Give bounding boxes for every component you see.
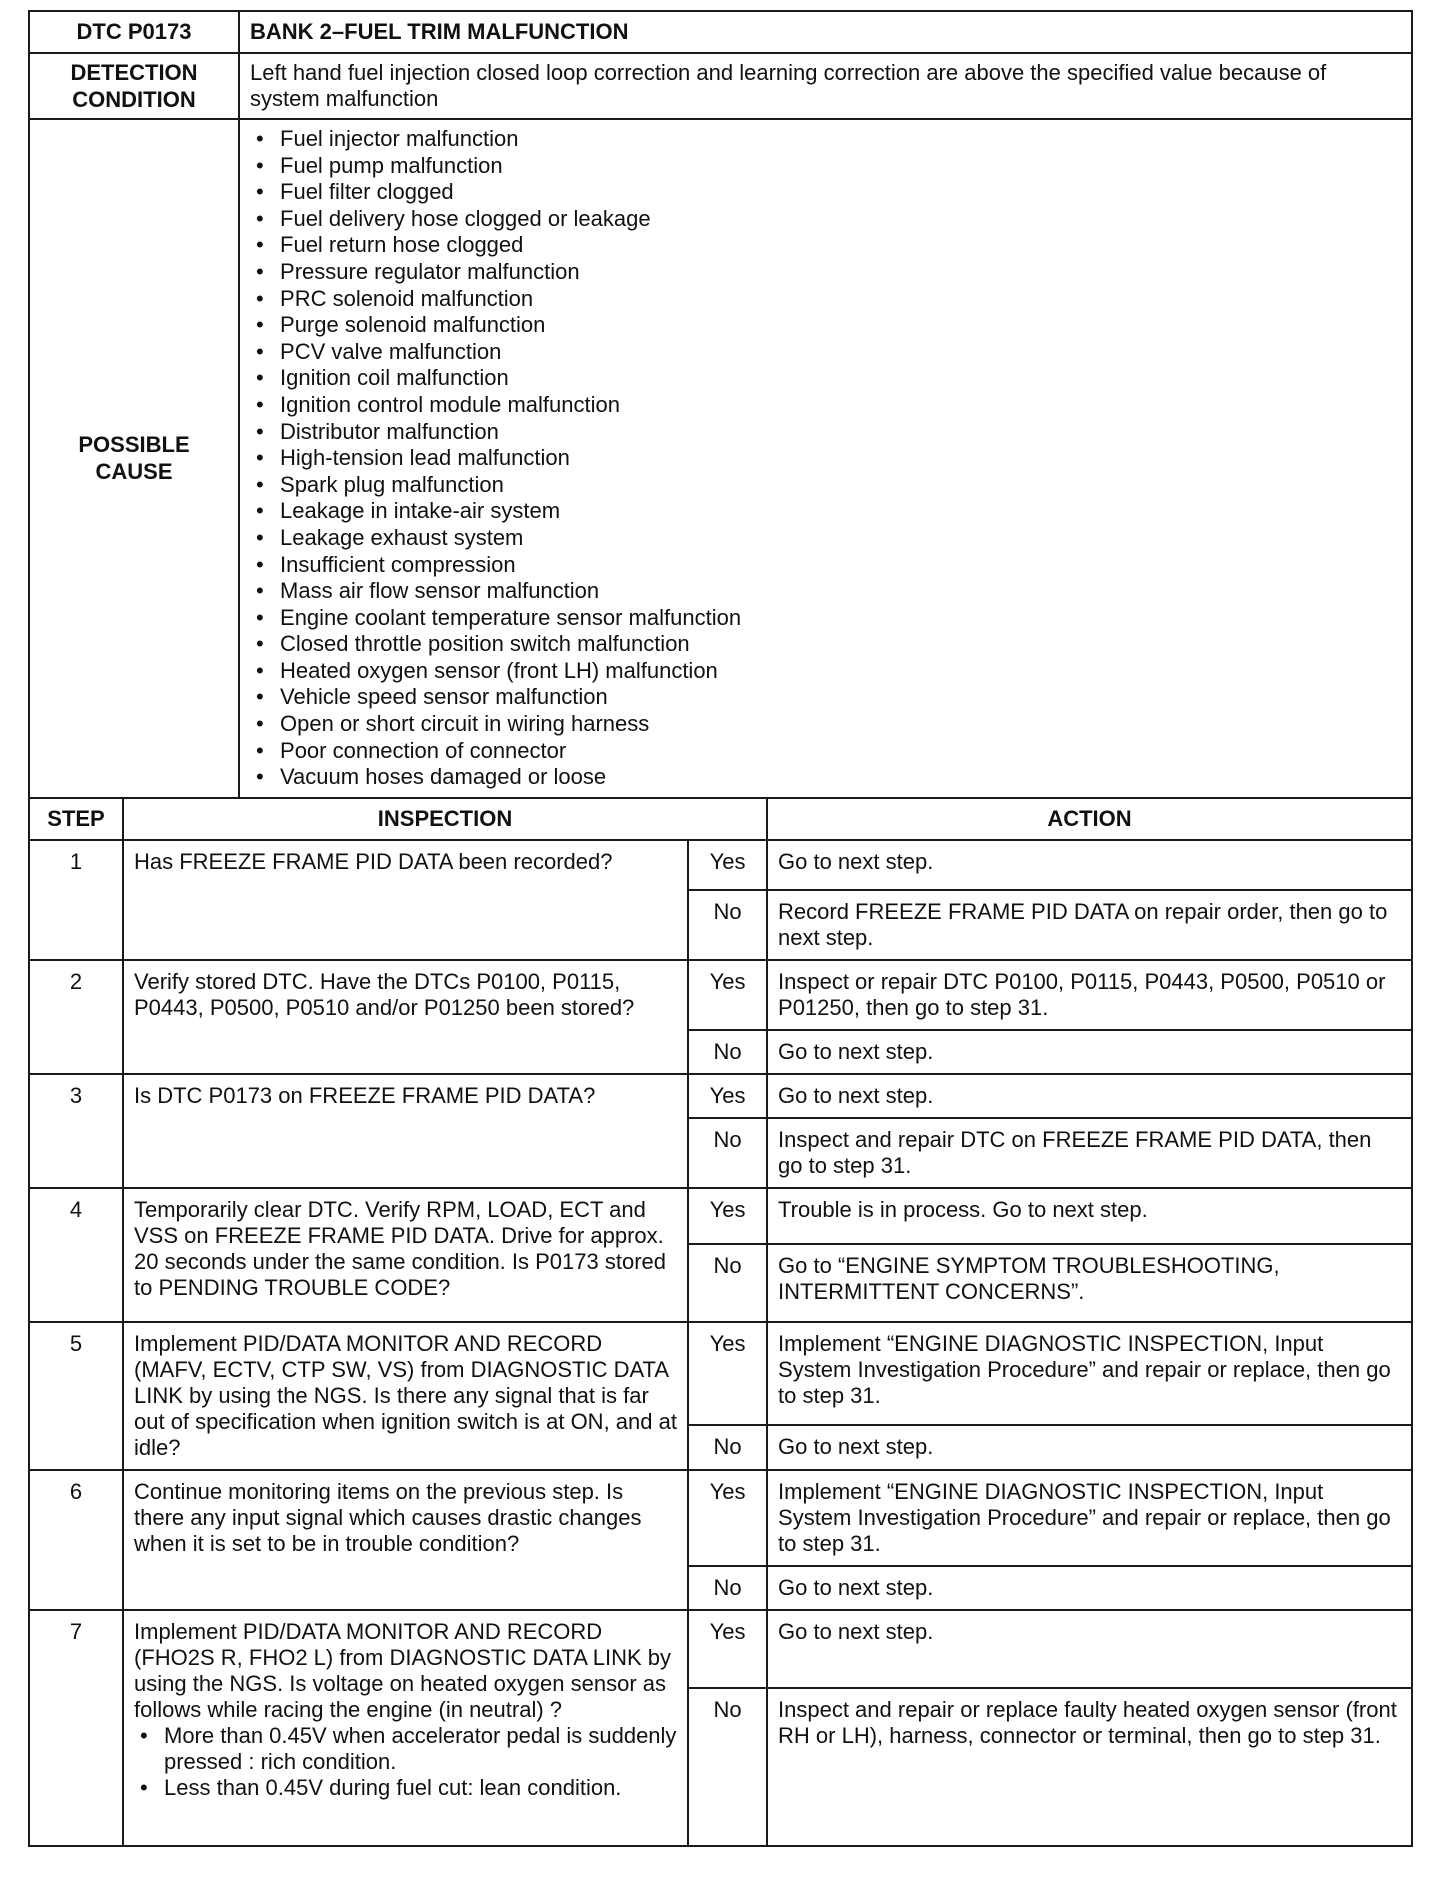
cause-item: • Vehicle speed sensor malfunction <box>250 684 1401 711</box>
table-row <box>29 960 1412 1030</box>
no-action: Go to next step. <box>767 1566 1412 1610</box>
no-action: Record FREEZE FRAME PID DATA on repair order, then go to next step. <box>767 890 1412 960</box>
inspection-bullet-list <box>134 1723 677 1801</box>
diagnostic-sheet <box>28 10 1411 1847</box>
no-label: No <box>688 1118 767 1188</box>
step-number: 3 <box>29 1074 123 1188</box>
possible-cause-label <box>29 119 239 798</box>
dtc-table <box>28 10 1413 1847</box>
inspection-bullet: • More than 0.45V when accelerator pedal is suddenly pressed : rich condition. <box>134 1723 677 1775</box>
table-row <box>29 840 1412 890</box>
no-label: No <box>688 1688 767 1846</box>
possible-cause-row <box>29 119 1412 798</box>
table-row <box>29 1322 1412 1425</box>
no-label: No <box>688 1425 767 1470</box>
step-inspection: Temporarily clear DTC. Verify RPM, LOAD, ECT and VSS on FREEZE FRAME PID DATA. Drive for approx. 20 seconds under the same condition. Is P0173 stored to PENDING TROUBLE CODE? <box>123 1188 688 1322</box>
yes-label: Yes <box>688 1610 767 1688</box>
table-row <box>29 1188 1412 1244</box>
step-number: 4 <box>29 1188 123 1322</box>
column-header-row <box>29 798 1412 840</box>
cause-item: • Fuel delivery hose clogged or leakage <box>250 206 1401 233</box>
cause-item: • Ignition coil malfunction <box>250 365 1401 392</box>
no-action: Go to next step. <box>767 1030 1412 1074</box>
yes-label: Yes <box>688 1322 767 1425</box>
possible-cause-label-line1: POSSIBLE <box>78 432 190 458</box>
no-label: No <box>688 890 767 960</box>
yes-action: Go to next step. <box>767 1074 1412 1118</box>
no-label: No <box>688 1566 767 1610</box>
step-number: 2 <box>29 960 123 1074</box>
step-number: 6 <box>29 1470 123 1610</box>
no-label: No <box>688 1244 767 1322</box>
cause-item: • PCV valve malfunction <box>250 339 1401 366</box>
cause-item: • High-tension lead malfunction <box>250 445 1401 472</box>
step-number: 7 <box>29 1610 123 1846</box>
cause-item: • Ignition control module malfunction <box>250 392 1401 419</box>
step-number: 1 <box>29 840 123 960</box>
no-label: No <box>688 1030 767 1074</box>
table-row <box>29 1074 1412 1118</box>
possible-cause-list <box>240 120 1411 797</box>
cause-item: • Closed throttle position switch malfunction <box>250 631 1401 658</box>
cause-item: • Spark plug malfunction <box>250 472 1401 499</box>
no-action: Go to “ENGINE SYMPTOM TROUBLESHOOTING, INTERMITTENT CONCERNS”. <box>767 1244 1412 1322</box>
yes-label: Yes <box>688 1074 767 1118</box>
cause-item: • PRC solenoid malfunction <box>250 286 1401 313</box>
no-action: Go to next step. <box>767 1425 1412 1470</box>
step-inspection-cell <box>123 1610 688 1846</box>
step-inspection: Implement PID/DATA MONITOR AND RECORD (MAFV, ECTV, CTP SW, VS) from DIAGNOSTIC DATA LINK by using the NGS. Is there any signal that is far out of specification when ignition switch is at ON, and at idle? <box>123 1322 688 1470</box>
cause-item: • Poor connection of connector <box>250 738 1401 765</box>
cause-item: • Fuel filter clogged <box>250 179 1401 206</box>
cause-item: • Engine coolant temperature sensor malfunction <box>250 605 1401 632</box>
cause-item: • Leakage exhaust system <box>250 525 1401 552</box>
cause-item: • Pressure regulator malfunction <box>250 259 1401 286</box>
cause-item: • Purge solenoid malfunction <box>250 312 1401 339</box>
yes-label: Yes <box>688 960 767 1030</box>
inspection-bullet: • Less than 0.45V during fuel cut: lean condition. <box>134 1775 677 1801</box>
header-row <box>29 11 1412 53</box>
table-row <box>29 1610 1412 1688</box>
step-inspection: Continue monitoring items on the previous step. Is there any input signal which causes drastic changes when it is set to be in trouble condition? <box>123 1470 688 1610</box>
detection-label <box>29 53 239 119</box>
yes-action: Go to next step. <box>767 840 1412 890</box>
table-row <box>29 1470 1412 1566</box>
yes-action: Trouble is in process. Go to next step. <box>767 1188 1412 1244</box>
cause-item: • Open or short circuit in wiring harness <box>250 711 1401 738</box>
yes-label: Yes <box>688 1470 767 1566</box>
cause-item: • Fuel return hose clogged <box>250 232 1401 259</box>
yes-action: Implement “ENGINE DIAGNOSTIC INSPECTION, Input System Investigation Procedure” and repair or replace, then go to step 31. <box>767 1322 1412 1425</box>
cause-item: • Mass air flow sensor malfunction <box>250 578 1401 605</box>
no-action: Inspect and repair or replace faulty heated oxygen sensor (front RH or LH), harness, connector or terminal, then go to step 31. <box>767 1688 1412 1846</box>
step-number: 5 <box>29 1322 123 1470</box>
step-inspection: Has FREEZE FRAME PID DATA been recorded? <box>123 840 688 960</box>
action-column-header: ACTION <box>767 798 1412 840</box>
cause-item: • Insufficient compression <box>250 552 1401 579</box>
step-inspection: Implement PID/DATA MONITOR AND RECORD (FHO2S R, FHO2 L) from DIAGNOSTIC DATA LINK by using the NGS. Is voltage on heated oxygen sensor as follows while racing the engine (in neutral) ? <box>134 1618 672 1722</box>
dtc-code: DTC P0173 <box>29 11 239 53</box>
no-action: Inspect and repair DTC on FREEZE FRAME PID DATA, then go to step 31. <box>767 1118 1412 1188</box>
cause-item: • Distributor malfunction <box>250 419 1401 446</box>
cause-item: • Fuel pump malfunction <box>250 153 1401 180</box>
step-inspection: Verify stored DTC. Have the DTCs P0100, P0115, P0443, P0500, P0510 and/or P01250 been stored? <box>123 960 688 1074</box>
detection-label-line2: CONDITION <box>72 87 196 112</box>
cause-item: • Fuel injector malfunction <box>250 126 1401 153</box>
possible-cause-cell <box>239 119 1412 798</box>
detection-label-line1: DETECTION <box>70 60 198 85</box>
inspection-column-header: INSPECTION <box>123 798 767 840</box>
cause-item: • Leakage in intake-air system <box>250 498 1401 525</box>
yes-action: Inspect or repair DTC P0100, P0115, P0443, P0500, P0510 or P01250, then go to step 31. <box>767 960 1412 1030</box>
step-inspection: Is DTC P0173 on FREEZE FRAME PID DATA? <box>123 1074 688 1188</box>
detection-text: Left hand fuel injection closed loop correction and learning correction are above the specified value because of system malfunction <box>239 53 1412 119</box>
yes-label: Yes <box>688 1188 767 1244</box>
yes-label: Yes <box>688 840 767 890</box>
detection-row <box>29 53 1412 119</box>
possible-cause-label-line2: CAUSE <box>95 459 173 485</box>
step-column-header: STEP <box>29 798 123 840</box>
cause-item: • Vacuum hoses damaged or loose <box>250 764 1401 791</box>
yes-action: Go to next step. <box>767 1610 1412 1688</box>
yes-action: Implement “ENGINE DIAGNOSTIC INSPECTION, Input System Investigation Procedure” and repair or replace, then go to step 31. <box>767 1470 1412 1566</box>
dtc-title: BANK 2–FUEL TRIM MALFUNCTION <box>239 11 1412 53</box>
cause-item: • Heated oxygen sensor (front LH) malfunction <box>250 658 1401 685</box>
